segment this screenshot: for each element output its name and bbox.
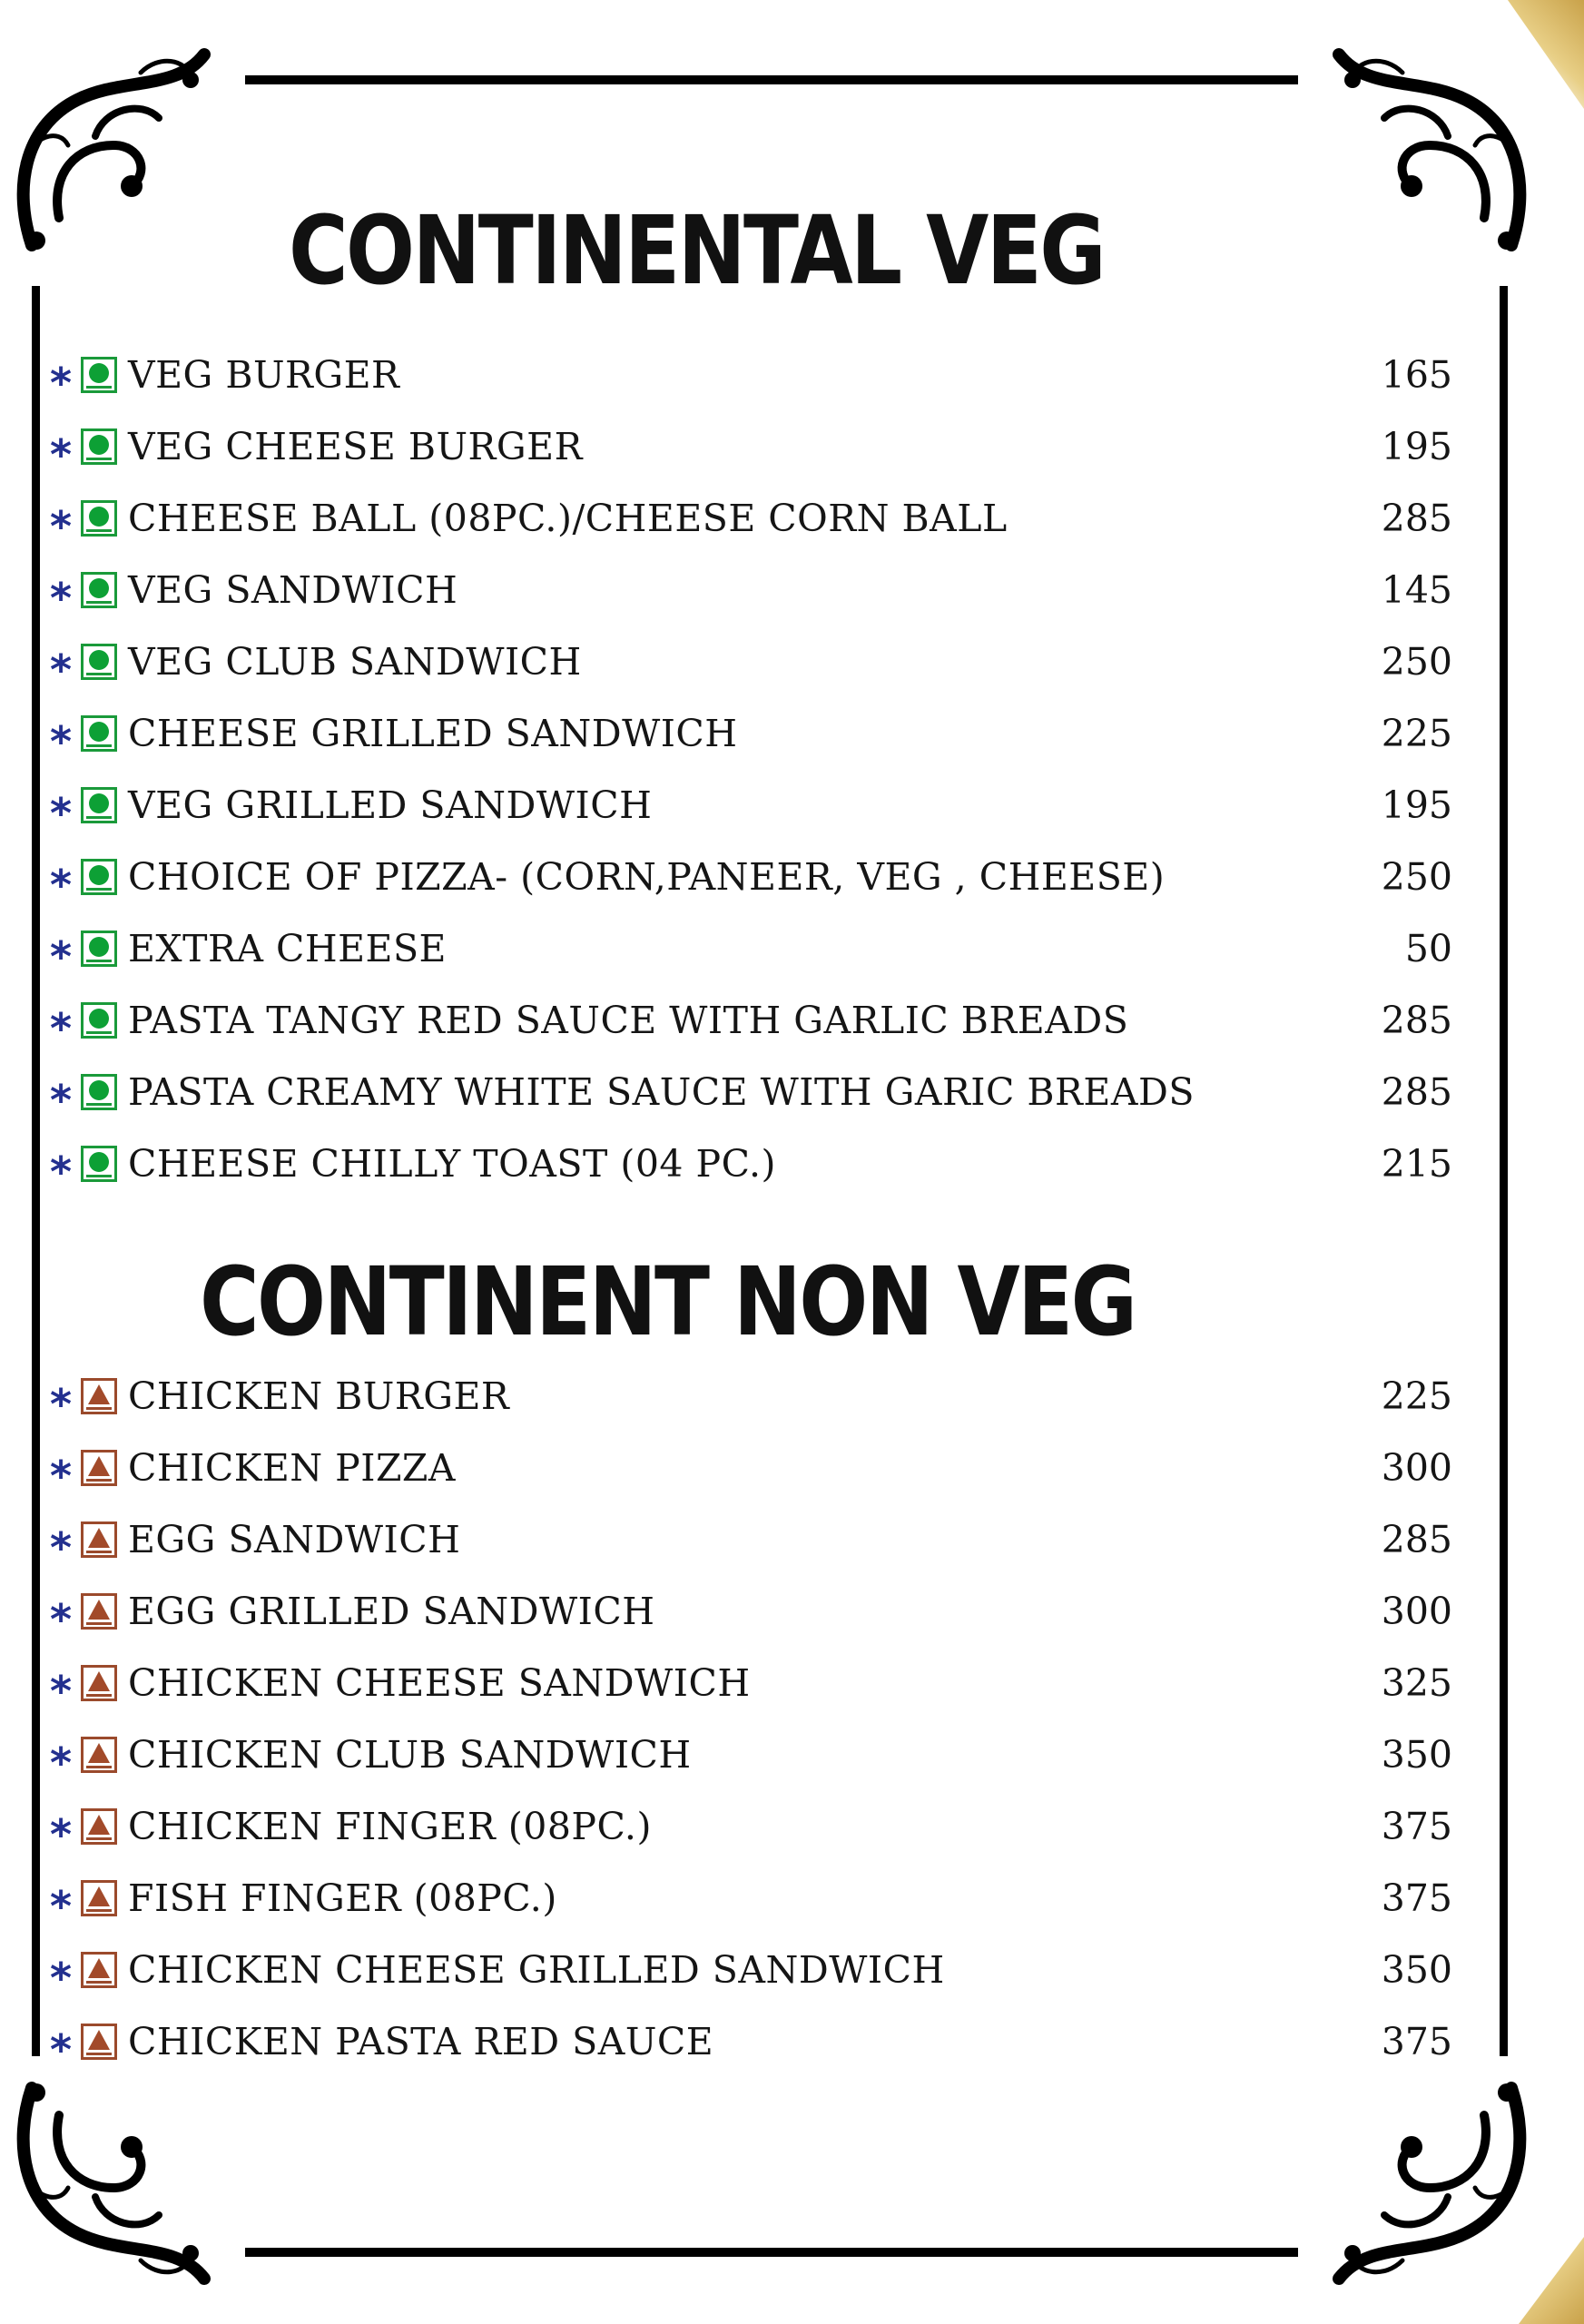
ornament-corner-bottom-left: [5, 2079, 222, 2297]
section-title-nonveg: CONTINENT NON VEG: [200, 1246, 1136, 1357]
menu-item: [50, 410, 1452, 482]
menu-item: [50, 554, 1452, 625]
section-title-veg: CONTINENTAL VEG: [289, 195, 1105, 306]
item-name: CHICKEN FINGER (08PC.): [128, 1804, 652, 1848]
item-price: 375: [1381, 2019, 1452, 2063]
star-icon: *: [50, 1522, 73, 1572]
nonveg-icon: [81, 1952, 117, 1988]
menu-item: [50, 482, 1452, 554]
item-name: VEG CLUB SANDWICH: [128, 639, 582, 684]
item-name: FISH FINGER (08PC.): [128, 1876, 557, 1920]
item-price: 285: [1381, 496, 1452, 540]
star-icon: *: [50, 1881, 73, 1931]
star-icon: *: [50, 573, 73, 623]
frame-bottom-line: [245, 2248, 1298, 2257]
item-name: CHEESE GRILLED SANDWICH: [128, 711, 738, 755]
nonveg-icon: [81, 1665, 117, 1701]
menu-item: [50, 625, 1452, 697]
item-price: 215: [1381, 1141, 1452, 1186]
item-price: 285: [1381, 1517, 1452, 1561]
star-icon: *: [50, 716, 73, 766]
veg-icon: [81, 715, 117, 752]
item-price: 325: [1381, 1660, 1452, 1705]
veg-icon: [81, 1146, 117, 1182]
star-icon: *: [50, 429, 73, 479]
star-icon: *: [50, 1379, 73, 1429]
item-name: EXTRA CHEESE: [128, 926, 447, 970]
menu-item: [50, 1128, 1452, 1199]
menu-item: [50, 339, 1452, 410]
menu-item: [50, 769, 1452, 841]
item-price: 285: [1381, 1069, 1452, 1114]
menu-item: [50, 1934, 1452, 2005]
item-name: CHOICE OF PIZZA- (CORN,PANEER, VEG , CHEESE): [128, 854, 1166, 899]
star-icon: *: [50, 1147, 73, 1196]
item-name: PASTA CREAMY WHITE SAUCE WITH GARIC BREADS: [128, 1069, 1195, 1114]
item-name: VEG GRILLED SANDWICH: [128, 783, 653, 827]
veg-icon: [81, 572, 117, 608]
item-price: 300: [1381, 1445, 1452, 1490]
veg-icon: [81, 644, 117, 680]
star-icon: *: [50, 1075, 73, 1125]
item-price: 375: [1381, 1804, 1452, 1848]
item-price: 375: [1381, 1876, 1452, 1920]
item-price: 285: [1381, 998, 1452, 1042]
veg-icon: [81, 931, 117, 967]
menu-item: [50, 697, 1452, 769]
star-icon: *: [50, 1953, 73, 2003]
item-price: 195: [1381, 424, 1452, 468]
star-icon: *: [50, 1594, 73, 1644]
frame-left-line: [32, 286, 40, 2056]
nonveg-icon: [81, 1593, 117, 1630]
frame-top-line: [245, 75, 1298, 84]
menu-item: [50, 1790, 1452, 1862]
item-price: 195: [1381, 783, 1452, 827]
frame-right-line: [1500, 286, 1508, 2056]
star-icon: *: [50, 645, 73, 694]
item-name: CHICKEN PASTA RED SAUCE: [128, 2019, 714, 2063]
item-name: CHEESE CHILLY TOAST (04 PC.): [128, 1141, 777, 1186]
item-price: 250: [1381, 639, 1452, 684]
item-price: 225: [1381, 1374, 1452, 1418]
item-name: CHICKEN BURGER: [128, 1374, 510, 1418]
star-icon: *: [50, 501, 73, 551]
nonveg-icon: [81, 1880, 117, 1916]
ornament-corner-top-right: [1321, 36, 1539, 254]
ornament-corner-bottom-right: [1321, 2079, 1539, 2297]
menu-item: [50, 1647, 1452, 1718]
menu-item: [50, 1862, 1452, 1934]
menu-item: [50, 1575, 1452, 1647]
nonveg-icon: [81, 1378, 117, 1414]
star-icon: *: [50, 1738, 73, 1787]
item-price: 350: [1381, 1732, 1452, 1777]
star-icon: *: [50, 931, 73, 981]
star-icon: *: [50, 2024, 73, 2074]
star-icon: *: [50, 358, 73, 408]
menu-list-nonveg: [50, 1360, 1452, 2077]
menu-item: [50, 1432, 1452, 1503]
veg-icon: [81, 787, 117, 823]
star-icon: *: [50, 1809, 73, 1859]
item-name: PASTA TANGY RED SAUCE WITH GARLIC BREADS: [128, 998, 1129, 1042]
nonveg-icon: [81, 1450, 117, 1486]
item-price: 350: [1381, 1947, 1452, 1992]
nonveg-icon: [81, 2024, 117, 2060]
menu-item: [50, 912, 1452, 984]
veg-icon: [81, 428, 117, 465]
star-icon: *: [50, 1451, 73, 1501]
star-icon: *: [50, 788, 73, 838]
item-price: 250: [1381, 854, 1452, 899]
veg-icon: [81, 500, 117, 537]
menu-item: [50, 1360, 1452, 1432]
item-name: VEG SANDWICH: [128, 567, 458, 612]
star-icon: *: [50, 1003, 73, 1053]
item-name: EGG SANDWICH: [128, 1517, 461, 1561]
nonveg-icon: [81, 1737, 117, 1773]
nonveg-icon: [81, 1521, 117, 1558]
veg-icon: [81, 1002, 117, 1039]
menu-item: [50, 984, 1452, 1056]
menu-item: [50, 1503, 1452, 1575]
menu-item: [50, 841, 1452, 912]
item-name: VEG CHEESE BURGER: [128, 424, 583, 468]
star-icon: *: [50, 1666, 73, 1716]
item-price: 225: [1381, 711, 1452, 755]
veg-icon: [81, 1074, 117, 1110]
menu-list-veg: [50, 339, 1452, 1199]
item-name: VEG BURGER: [128, 352, 400, 397]
menu-item: [50, 1056, 1452, 1128]
menu-item: [50, 2005, 1452, 2077]
item-price: 300: [1381, 1589, 1452, 1633]
item-price: 50: [1404, 926, 1452, 970]
item-name: EGG GRILLED SANDWICH: [128, 1589, 655, 1633]
star-icon: *: [50, 860, 73, 910]
menu-item: [50, 1718, 1452, 1790]
item-name: CHICKEN CLUB SANDWICH: [128, 1732, 692, 1777]
nonveg-icon: [81, 1808, 117, 1845]
veg-icon: [81, 859, 117, 895]
ornament-corner-top-left: [5, 36, 222, 254]
item-name: CHICKEN CHEESE GRILLED SANDWICH: [128, 1947, 945, 1992]
veg-icon: [81, 357, 117, 393]
item-name: CHICKEN CHEESE SANDWICH: [128, 1660, 751, 1705]
item-price: 145: [1381, 567, 1452, 612]
item-price: 165: [1381, 352, 1452, 397]
item-name: CHEESE BALL (08PC.)/CHEESE CORN BALL: [128, 496, 1008, 540]
item-name: CHICKEN PIZZA: [128, 1445, 457, 1490]
